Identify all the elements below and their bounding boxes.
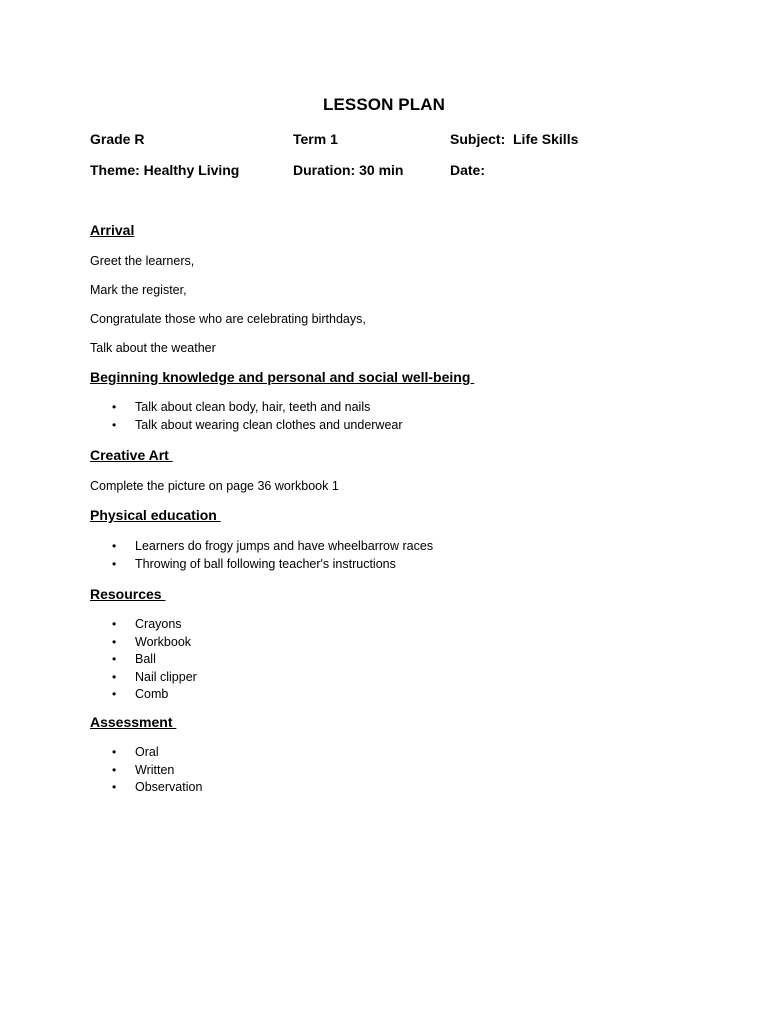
arrival-line: Mark the register, (90, 283, 187, 297)
creative-art-text: Complete the picture on page 36 workbook 1 (90, 479, 339, 493)
bullet-icon: • (112, 617, 117, 631)
subject-label: Subject: Life Skills (450, 131, 579, 147)
date-label: Date: (450, 162, 486, 178)
grade-label: Grade R (90, 131, 145, 147)
beginning-knowledge-list (0, 399, 403, 434)
list-item: • Learners do frogy jumps and have wheelbarrow races (0, 538, 433, 556)
arrival-heading: Arrival (90, 222, 135, 238)
page-title: LESSON PLAN (322, 95, 445, 114)
list-item: • Talk about wearing clean clothes and underwear (0, 417, 403, 435)
assessment-list (0, 744, 202, 797)
bullet-icon: • (112, 780, 117, 794)
bullet-icon: • (112, 400, 117, 414)
bullet-icon: • (112, 634, 117, 649)
term-label: Term 1 (293, 131, 338, 147)
bullet-icon: • (112, 687, 117, 701)
list-item: • Oral (0, 744, 202, 762)
list-item: • Observation (0, 779, 202, 797)
assessment-heading: Assessment (90, 714, 177, 730)
list-item: • Throwing of ball following teacher's instructions (0, 556, 433, 574)
arrival-line: Congratulate those who are celebrating birthdays, (90, 312, 366, 326)
bullet-icon: • (112, 652, 117, 666)
arrival-line: Greet the learners, (90, 254, 195, 268)
creative-art-heading: Creative Art (90, 447, 173, 463)
list-item: • Workbook (0, 634, 197, 652)
list-item: • Ball (0, 651, 197, 669)
list-item: • Written (0, 762, 202, 780)
bullet-icon: • (112, 539, 117, 553)
theme-label: Theme: Healthy Living (90, 162, 240, 178)
list-item: • Nail clipper (0, 669, 197, 687)
list-item: • Talk about clean body, hair, teeth and nails (0, 399, 403, 417)
bullet-icon: • (112, 556, 117, 571)
resources-list (0, 616, 197, 704)
duration-label: Duration: 30 min (293, 162, 404, 178)
list-item: • Comb (0, 686, 197, 704)
beginning-knowledge-heading: Beginning knowledge and personal and social well-being (90, 369, 475, 385)
bullet-icon: • (112, 669, 117, 684)
physical-education-heading: Physical education (90, 507, 221, 523)
list-item: • Crayons (0, 616, 197, 634)
arrival-line: Talk about the weather (90, 341, 216, 355)
resources-heading: Resources (90, 586, 166, 602)
bullet-icon: • (112, 745, 117, 759)
bullet-icon: • (112, 417, 117, 432)
physical-education-list (0, 538, 433, 573)
bullet-icon: • (112, 762, 117, 777)
